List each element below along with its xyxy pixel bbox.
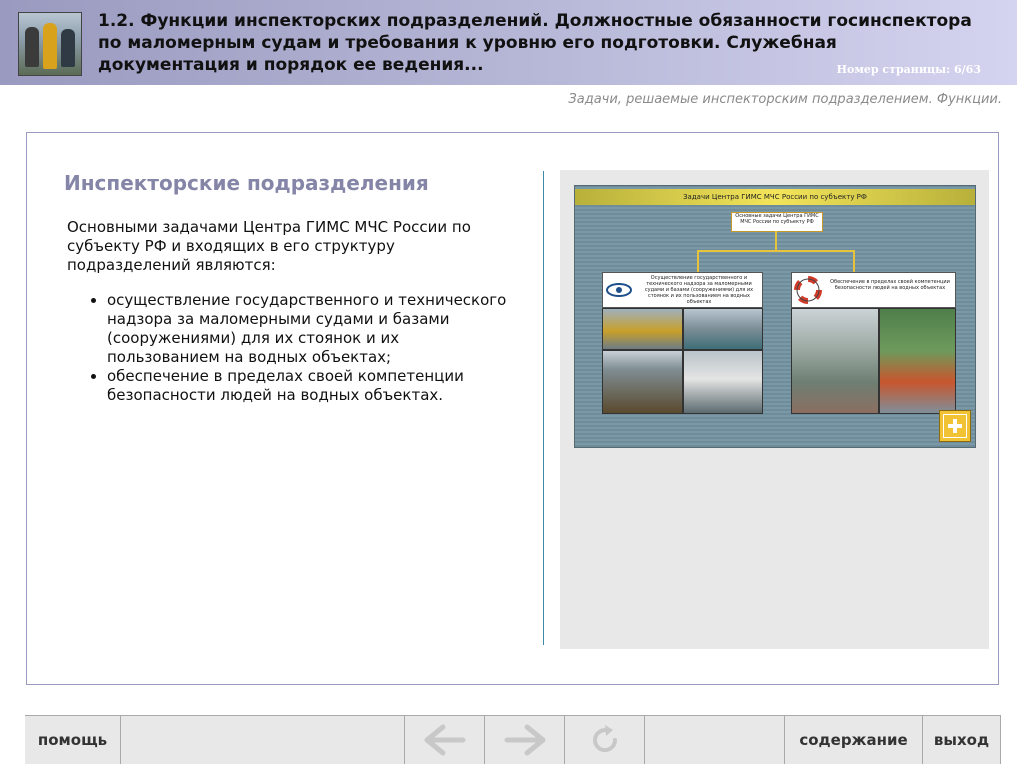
help-button[interactable]: помощь — [37, 731, 108, 749]
boat-photo — [602, 308, 683, 350]
exit-button[interactable]: выход — [922, 716, 1001, 764]
lifebuoy-photo — [879, 308, 956, 414]
pier-photo — [602, 350, 683, 414]
tasks-list — [67, 291, 512, 405]
refresh-icon — [588, 723, 622, 757]
back-arrow-icon — [423, 723, 467, 757]
lifebuoy-icon — [792, 274, 824, 306]
divider — [543, 171, 544, 645]
rescue-boat-photo — [791, 308, 879, 414]
nav-spacer — [120, 716, 404, 764]
image-panel — [560, 170, 989, 649]
contents-button[interactable]: содержание — [784, 716, 922, 764]
slide-left-box: Осуществление государственного и технического надзора за маломерными судами и базами (сооружениями) для их стоянок и их пользованием на водных объектах — [644, 275, 754, 305]
section-subtitle: Задачи, решаемые инспекторским подразделением. Функции. — [568, 92, 1002, 107]
eye-icon — [603, 274, 635, 306]
slide-title: Задачи Центра ГИМС МЧС России по субъекту РФ — [575, 189, 975, 205]
slide-root-box: Основные задачи Центра ГИМС МЧС России по субъекту РФ — [731, 212, 823, 232]
content-frame — [26, 132, 999, 685]
zoom-plus-icon[interactable] — [939, 410, 971, 442]
back-button[interactable] — [404, 716, 484, 764]
refresh-button[interactable] — [564, 716, 644, 764]
slide-right-box: Обеспечение в пределах своей компетенции безопасности людей на водных объектах — [830, 279, 950, 291]
page-title: 1.2. Функции инспекторских подразделений. Должностные обязанности госинспектора по маломерным судам и требования к уровню его подготовки. Служебная документация и порядок ее ведения... — [98, 11, 972, 75]
list-item: • осуществление государственного и технического надзора за маломерными судами и базами (сооружениями) для их стоянок и их пользованием на водных объектах; — [107, 291, 512, 367]
boat-photo — [683, 308, 763, 350]
page-number: Номер страницы: 6/63 — [836, 63, 981, 76]
diagram-image[interactable] — [574, 185, 976, 448]
intro-paragraph: Основными задачами Центра ГИМС МЧС России по субъекту РФ и входящих в его структуру подразделений являются: — [67, 218, 471, 274]
content-heading: Инспекторские подразделения — [64, 171, 429, 195]
header-bar — [0, 0, 1017, 85]
inspectors-photo — [18, 12, 82, 76]
forward-button[interactable] — [484, 716, 564, 764]
bottom-nav-bar — [25, 715, 1001, 764]
houseboat-photo — [683, 350, 763, 414]
nav-spacer — [644, 716, 784, 764]
list-item: • обеспечение в пределах своей компетенции безопасности людей на водных объектах. — [107, 367, 512, 405]
forward-arrow-icon — [503, 723, 547, 757]
